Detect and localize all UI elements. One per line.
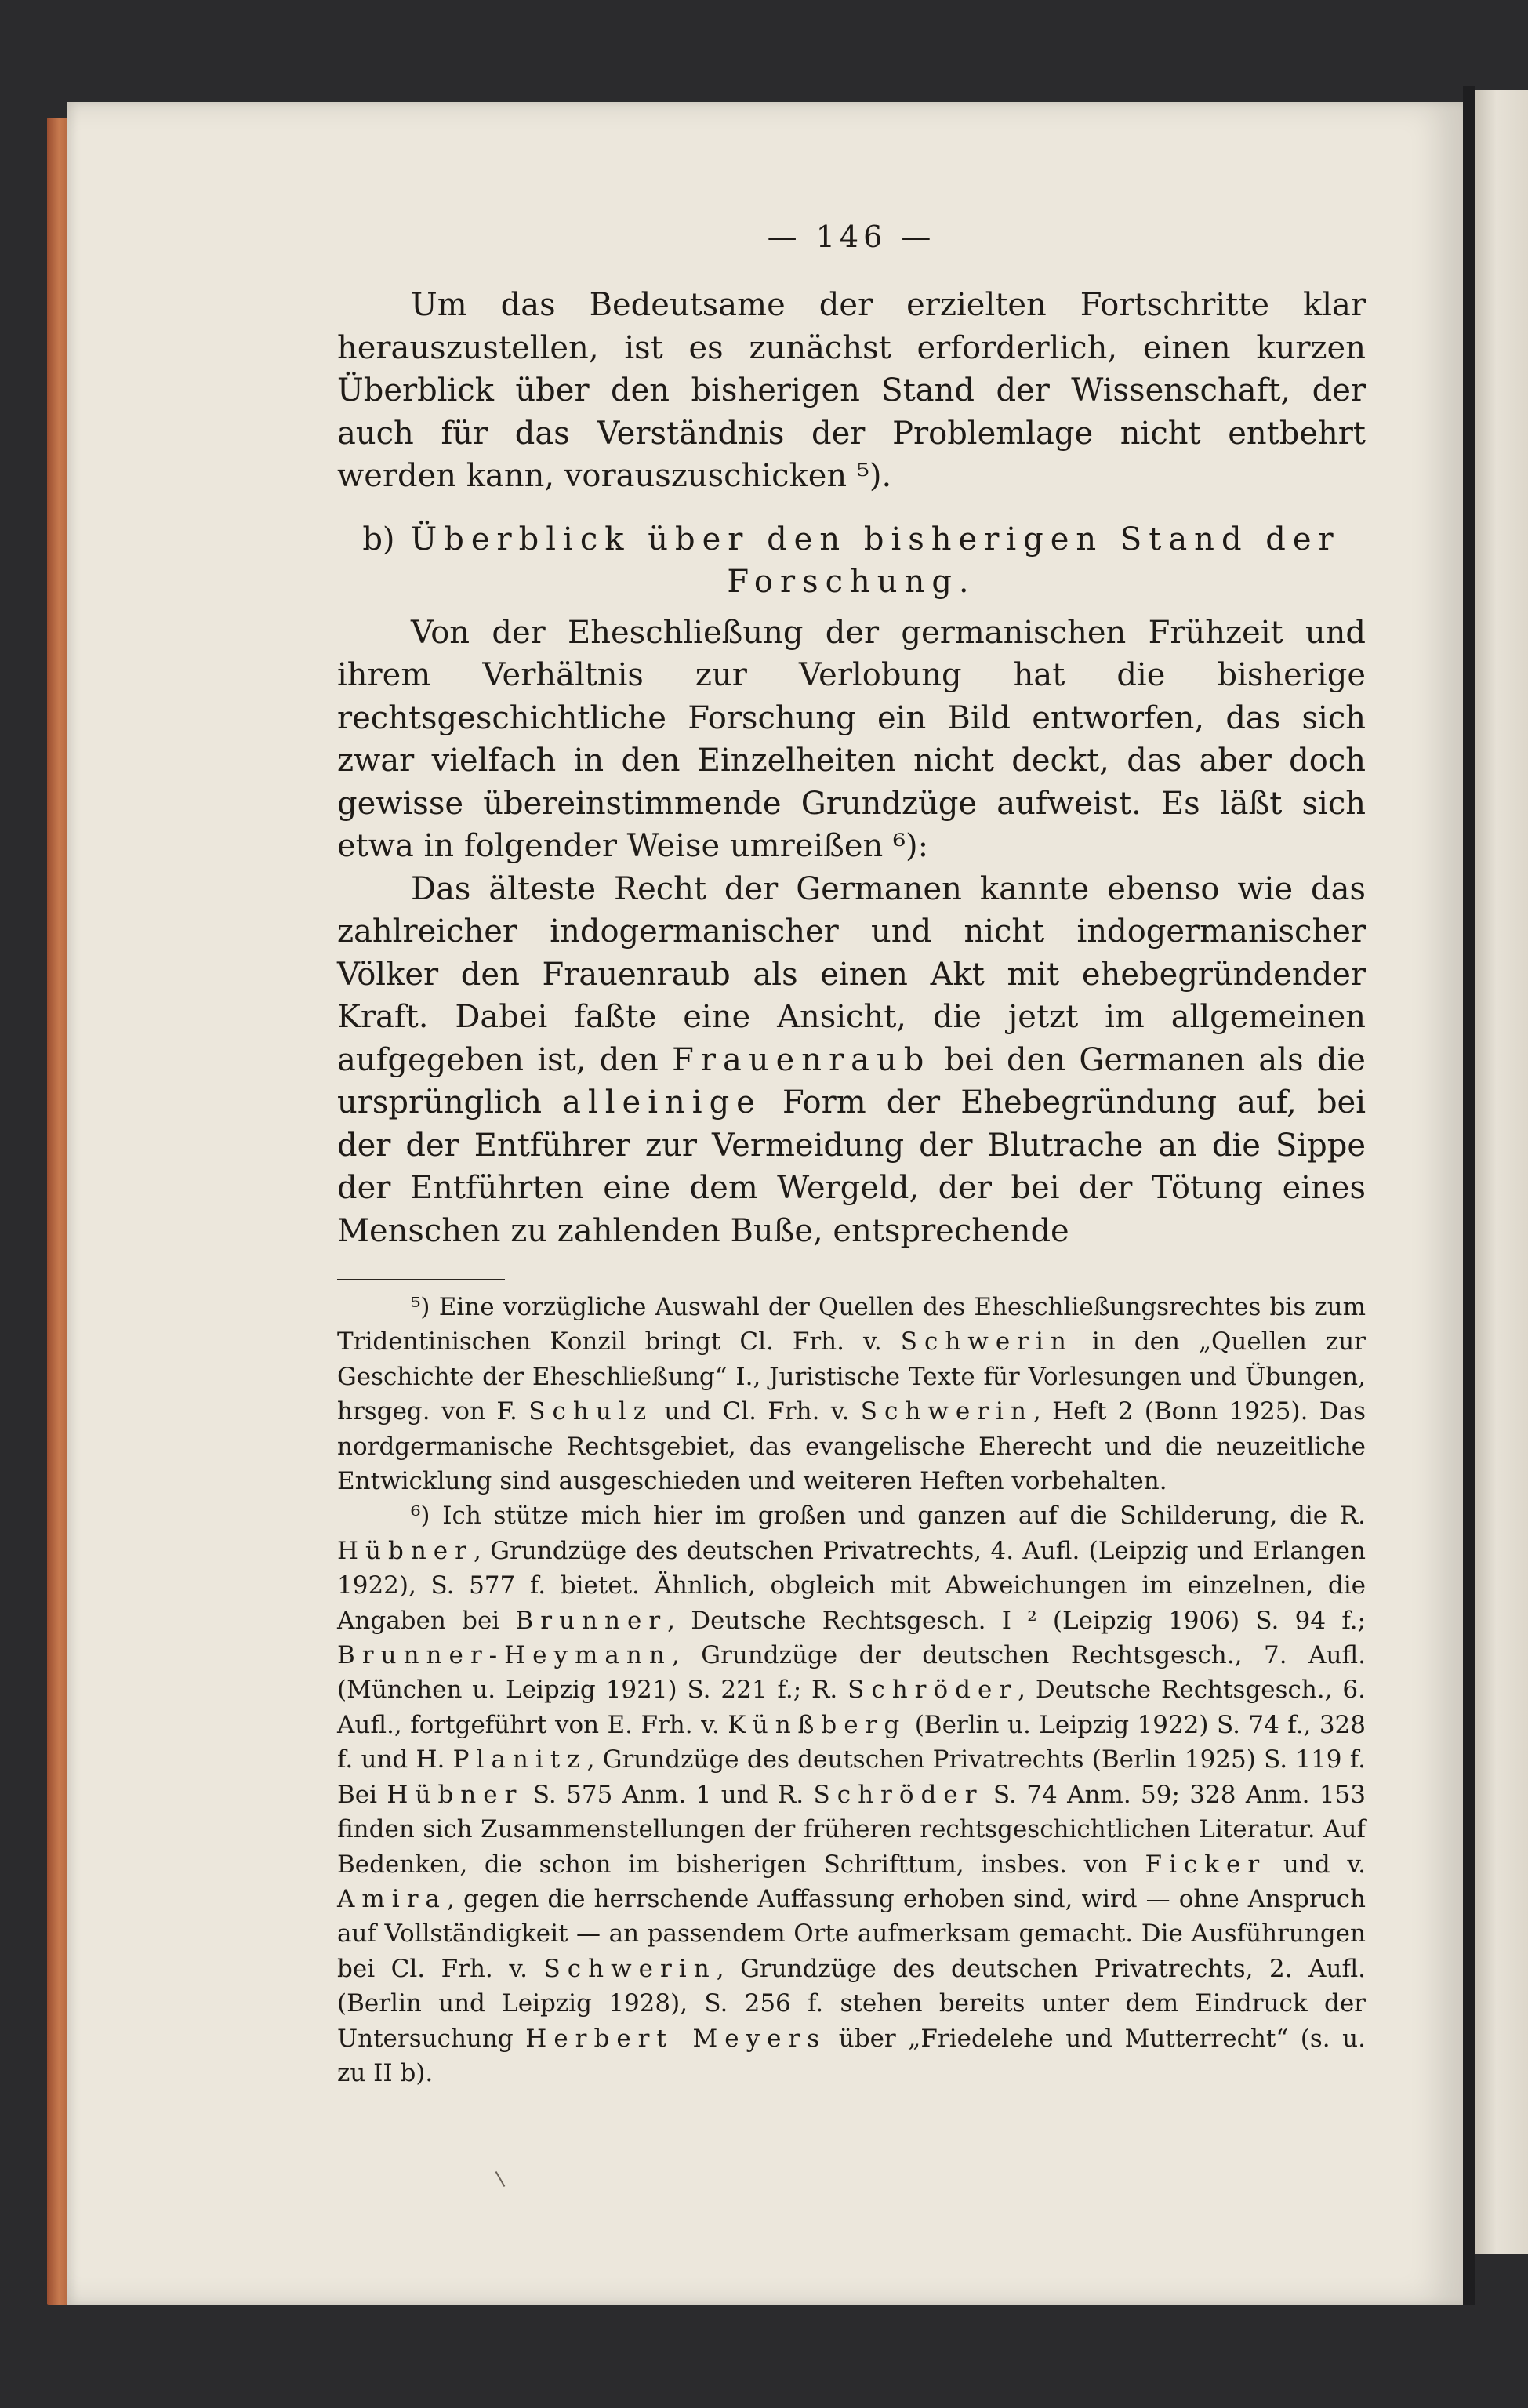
fn6-emphasis-12: Herbert Meyers (525, 2024, 827, 2053)
section-title-line2: Forschung. (727, 564, 976, 600)
intro-paragraph: Um das Bedeutsame der erzielten Fortschritte klar herauszustellen, ist es zunächst erforderlich, einen kurzen Überblick über den bisherigen Stand der Wissenschaft, der auch für das Verständnis der Problemlage nicht entbehrt werden kann, vorauszuschicken ⁵). (337, 287, 1366, 494)
fn6-text-e: , Deutsche Rechtsgesch., 6. Aufl., fortgeführt von E. Frh. v. (337, 1676, 1366, 1739)
fn5-emphasis-1: Schwerin (900, 1327, 1073, 1357)
fn6-text-k: , gegen die herrschende Auffassung erhoben sind, wird — ohne Anspruch auf Vollständigkeit — an passendem Orte aufmerksam gemacht. Die Ausführungen bei Cl. Frh. v. (337, 1884, 1366, 1983)
fn6-emphasis-4: Schröder (847, 1676, 1018, 1705)
fn6-text-c: , Deutsche Rechtsgesch. I ² (Leipzig 1906) S. 94 f.; (667, 1606, 1366, 1635)
fn6-emphasis-2: Brunner (515, 1606, 668, 1635)
fn6-text-i: S. 74 Anm. 59; 328 Anm. 153 finden sich Zusammenstellungen der früheren rechtsgeschichtlichen Literatur. Auf Bedenken, die schon im bisherigen Schrifttum, insbes. von (337, 1780, 1366, 1879)
page-content (337, 220, 1366, 2090)
fn6-text-m: über „Friedelehe und Mutterrecht“ (s. u. zu II b). (337, 2024, 1366, 2087)
section-heading (337, 518, 1366, 604)
fn6-text-d: , Grundzüge der deutschen Rechtsgesch., 7. Aufl. (München u. Leipzig 1921) S. 221 f.; R. (337, 1641, 1366, 1705)
body-paragraph-2 (337, 868, 1366, 1253)
fn6-emphasis-10: Amira (337, 1884, 447, 1913)
next-page-edge (1475, 90, 1528, 2254)
body-p2-text-a: Das älteste Recht der Germanen kannte ebenso wie das zahlreicher indogermanischer und nicht indogermanischer Völker den Frauenraub als einen Akt mit ehebegründender Kraft. Dabei faßte eine Ansicht, die jetzt im allgemeinen aufgegeben ist, den (337, 870, 1366, 1078)
fn6-emphasis-7: Hübner (387, 1780, 524, 1809)
footnote-6 (337, 1498, 1366, 2090)
body-p2-text-c: Form der Ehebegründung auf, bei der der Entführer zur Vermeidung der Blutrache an die Sippe der Entführten eine dem Wergeld, der bei der Tötung eines Menschen zu zahlenden Buße, entsprechende (337, 1084, 1366, 1249)
fn5-emphasis-3: Schwerin (860, 1397, 1033, 1426)
body-p2-emphasis-alleinige: alleinige (562, 1084, 762, 1120)
fn6-text-b: , Grundzüge des deutschen Privatrechts, 4. Aufl. (Leipzig und Erlangen 1922), S. 577 f. bietet. Ähnlich, obgleich mit Abweichungen im einzelnen, die Angaben bei (337, 1536, 1366, 1635)
fn6-emphasis-3: Brunner-Heymann (337, 1641, 672, 1670)
body-p2-emphasis-frauenraub: Frauenraub (672, 1041, 931, 1078)
footnote-separator (337, 1279, 505, 1280)
section-title-line1: Überblick über den bisherigen Stand der (410, 521, 1341, 558)
footnote-5 (337, 1290, 1366, 1498)
fn6-emphasis-9: Ficker (1145, 1850, 1267, 1879)
fn5-text-c: und Cl. Frh. v. (664, 1397, 850, 1426)
fn6-text-h: S. 575 Anm. 1 und R. (532, 1780, 804, 1809)
fn6-text-a: ⁶) Ich stütze mich hier im großen und ganzen auf die Schilderung, die R. (411, 1502, 1366, 1531)
fn6-emphasis-6: Planitz (452, 1745, 587, 1774)
fn5-text-a: ⁵) Eine vorzügliche Auswahl der Quellen des Eheschließungsrechtes bis zum Tridentinischen Konzil bringt Cl. Frh. v. (337, 1293, 1366, 1357)
book-edge (47, 118, 67, 2305)
page-number: — 146 — (767, 220, 936, 254)
fn6-text-g: , Grundzüge des deutschen Privatrechts (Berlin 1925) S. 119 f. Bei (337, 1745, 1366, 1809)
fn6-text-l: , Grundzüge des deutschen Privatrechts, 2. Aufl. (Berlin und Leipzig 1928), S. 256 f. stehen bereits unter dem Eindruck der Untersuchung (337, 1954, 1366, 2053)
section-label: b) (362, 521, 395, 558)
fn6-text-j: und v. (1283, 1850, 1366, 1879)
book-gutter (1463, 86, 1475, 2305)
body-p2-text-b: bei den Germanen als die ursprünglich (337, 1041, 1366, 1120)
fn6-emphasis-5: Künßberg (728, 1710, 907, 1739)
fn5-emphasis-2: Schulz (528, 1397, 654, 1426)
fn6-emphasis-11: Schwerin (543, 1954, 717, 1983)
fn6-emphasis-8: Schröder (813, 1780, 984, 1809)
fn6-emphasis-1: Hübner (337, 1536, 474, 1565)
fn6-text-f: (Berlin u. Leipzig 1922) S. 74 f., 328 f. und H. (337, 1710, 1366, 1774)
fn5-text-b: in den „Quellen zur Geschichte der Eheschließung“ I., Juristische Texte für Vorlesungen und Übungen, hrsgeg. von F. (337, 1327, 1366, 1426)
body-paragraph-1: Von der Eheschließung der germanischen Frühzeit und ihrem Verhältnis zur Verlobung hat die bisherige rechtsgeschichtliche Forschung ein Bild entworfen, das sich zwar vielfach in den Einzelheiten nicht deckt, das aber doch gewisse übereinstimmende Grundzüge aufweist. Es läßt sich etwa in folgender Weise umreißen ⁶): (337, 614, 1366, 864)
fn5-text-d: , Heft 2 (Bonn 1925). Das nordgermanische Rechtsgebiet, das evangelische Eherecht und die neuzeitliche Entwicklung sind ausgeschieden und weiteren Heften vorbehalten. (337, 1397, 1366, 1496)
